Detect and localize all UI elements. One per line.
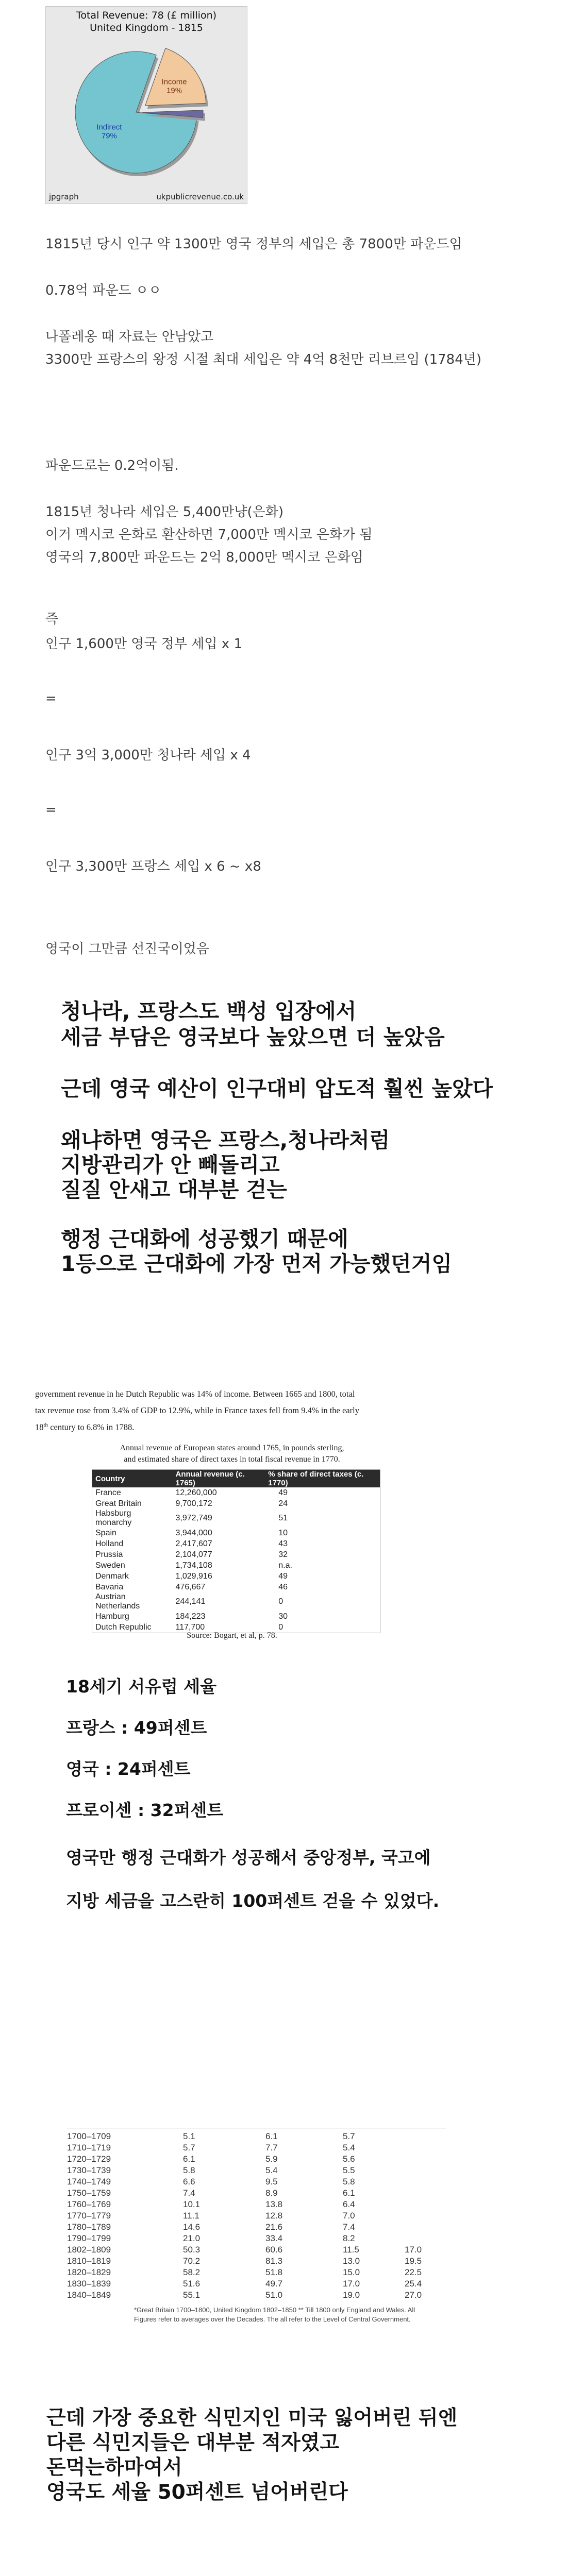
historical-value-cell: 11.1 (183, 2211, 199, 2221)
historical-value-cell: 11.5 (343, 2245, 359, 2255)
historical-footnote-2: Figures refer to averages over the Decades. The all refer to the Level of Central Government. (134, 2315, 411, 2323)
historical-row (67, 2188, 446, 2199)
revenue-country-cell: Denmark (95, 1571, 129, 1581)
historical-decade-cell: 1770–1779 (67, 2211, 111, 2221)
historical-decade-cell: 1802–1809 (67, 2245, 111, 2255)
historical-tax-rows (67, 2131, 446, 2301)
revenue-country-cell: Holland (95, 1539, 124, 1548)
historical-row (67, 2142, 446, 2154)
document-excerpt (31, 1386, 479, 1643)
revenue-amount-cell: 117,700 (175, 1622, 205, 1632)
bold-line-5: 지방관리가 안 빼돌리고 (61, 1153, 280, 1177)
revenue-country-cell: Austrian Netherlands (95, 1592, 140, 1611)
historical-decade-cell: 1730–1739 (67, 2165, 111, 2175)
pie-slice-label: Income (161, 77, 187, 87)
revenue-country-cell: Great Britain (95, 1499, 142, 1508)
revenue-amount-cell: 2,417,607 (175, 1539, 212, 1548)
chart-subtitle: United Kingdom - 1815 (90, 22, 203, 33)
table-source: Source: Bogart, et al, p. 78. (187, 1631, 277, 1640)
historical-value-cell: 51.0 (265, 2290, 283, 2300)
historical-value-cell: 33.4 (265, 2233, 283, 2243)
historical-value-cell: 6.1 (183, 2154, 195, 2164)
historical-value-cell: 6.1 (343, 2188, 355, 2198)
historical-value-cell: 22.5 (405, 2267, 422, 2277)
revenue-row (92, 1571, 380, 1582)
historical-value-cell: 19.5 (405, 2256, 422, 2266)
historical-row (67, 2267, 446, 2278)
final-line-3: 돈먹는하마여서 (46, 2456, 182, 2479)
paragraph-equals-2: = (45, 802, 57, 818)
revenue-row (92, 1487, 380, 1498)
final-line-4: 영국도 세율 50퍼센트 넘어버린다 (46, 2481, 348, 2504)
historical-decade-cell: 1790–1799 (67, 2233, 111, 2243)
revenue-share-cell: 49 (278, 1488, 288, 1497)
pie-slice-percent: 19% (166, 86, 182, 95)
revenue-share-cell: 46 (278, 1582, 288, 1591)
historical-value-cell: 7.4 (183, 2188, 195, 2198)
historical-row (67, 2199, 446, 2210)
historical-row (67, 2256, 446, 2267)
historical-value-cell: 5.9 (265, 2154, 278, 2164)
revenue-row (92, 1582, 380, 1592)
revenue-country-cell: Habsburg monarchy (95, 1509, 132, 1527)
historical-row (67, 2165, 446, 2176)
historical-value-cell: 13.0 (343, 2256, 360, 2266)
final-line-1: 근데 가장 중요한 식민지인 미국 잃어버린 뒤엔 (46, 2406, 458, 2430)
revenue-country-cell: Bavaria (95, 1582, 124, 1591)
revenue-country-cell: Dutch Republic (95, 1622, 152, 1632)
historical-value-cell: 58.2 (183, 2267, 201, 2277)
paragraph-revenue-1815: 1815년 당시 인구 약 1300만 영국 정부의 세입은 총 7800만 파운드임 (45, 236, 462, 252)
revenue-row (92, 1509, 380, 1528)
historical-value-cell: 9.5 (265, 2177, 278, 2187)
historical-value-cell: 49.7 (265, 2279, 283, 2289)
bold-line-1: 청나라, 프랑스도 백성 입장에서 (61, 999, 357, 1024)
tax-rate-uk: 영국 : 24퍼센트 (66, 1759, 191, 1779)
historical-value-cell: 13.8 (265, 2199, 283, 2209)
historical-value-cell: 50.3 (183, 2245, 201, 2255)
revenue-share-cell: n.a. (278, 1561, 292, 1570)
historical-value-cell: 27.0 (405, 2290, 422, 2300)
historical-value-cell: 55.1 (183, 2290, 201, 2300)
revenue-country-cell: Hamburg (95, 1612, 129, 1621)
historical-row (67, 2154, 446, 2165)
revenue-row (92, 1549, 380, 1560)
paragraph-uk-ratio: 인구 1,600만 영국 정부 세입 x 1 (45, 636, 242, 652)
excerpt-century-suffix: th (43, 1422, 48, 1428)
historical-value-cell (405, 2222, 446, 2233)
revenue-amount-cell: 3,972,749 (175, 1514, 212, 1522)
historical-decade-cell: 1810–1819 (67, 2256, 111, 2266)
revenue-amount-cell: 12,260,000 (175, 1488, 217, 1497)
historical-value-cell: 6.4 (343, 2199, 355, 2209)
paragraph-napoleon: 나폴레옹 때 자료는 안남았고 (45, 329, 214, 345)
historical-value-cell: 15.0 (343, 2267, 360, 2277)
revenue-row (92, 1528, 380, 1538)
excerpt-line-1: government revenue in he Dutch Republic was 14% of income. Between 1665 and 1800, total (35, 1389, 355, 1399)
bold-line-2: 세금 부담은 영국보다 높았으면 더 높았음 (61, 1025, 445, 1049)
european-revenue-table (92, 1469, 380, 1633)
historical-decade-cell: 1740–1749 (67, 2177, 111, 2187)
revenue-amount-cell: 9,700,172 (175, 1499, 212, 1508)
revenue-country-cell: Spain (95, 1528, 116, 1537)
paragraph-pounds: 0.78억 파운드 ㅇㅇ (45, 283, 162, 298)
summary-line-2: 지방 세금을 고스란히 100퍼센트 걷을 수 있었다. (66, 1891, 440, 1911)
revenue-header-amount: Annual revenue (c. 1765) (175, 1470, 245, 1487)
historical-value-cell: 70.2 (183, 2256, 201, 2266)
historical-value-cell (405, 2154, 446, 2165)
historical-decade-cell: 1780–1789 (67, 2222, 111, 2232)
paragraph-advanced: 영국이 그만큼 선진국이었음 (45, 941, 209, 957)
bold-line-6: 질질 안새고 대부분 걷는 (61, 1177, 287, 1202)
historical-value-cell: 51.8 (265, 2267, 283, 2277)
historical-value-cell (405, 2131, 446, 2142)
paragraph-mexico-silver: 이거 멕시코 은화로 환산하면 7,000만 멕시코 은화가 됨 (45, 527, 373, 543)
chart-title: Total Revenue: 78 (£ million) (76, 10, 217, 21)
historical-value-cell: 81.3 (265, 2256, 283, 2266)
historical-value-cell: 17.0 (343, 2279, 360, 2289)
historical-value-cell: 51.6 (183, 2279, 201, 2289)
revenue-share-cell: 49 (278, 1571, 288, 1581)
revenue-amount-cell: 1,029,916 (175, 1571, 212, 1581)
historical-value-cell: 17.0 (405, 2245, 422, 2255)
historical-value-cell (405, 2199, 446, 2210)
tax-rate-heading: 18세기 서유럽 세율 (66, 1676, 217, 1697)
revenue-amount-cell: 244,141 (175, 1597, 206, 1606)
historical-value-cell: 19.0 (343, 2290, 360, 2300)
revenue-header-country: Country (95, 1474, 125, 1483)
historical-value-cell: 60.6 (265, 2245, 283, 2255)
historical-value-cell (405, 2233, 446, 2244)
historical-row (67, 2244, 446, 2256)
paragraph-uk-silver: 영국의 7,800만 파운드는 2억 8,000만 멕시코 은화임 (45, 550, 363, 565)
historical-value-cell: 5.8 (183, 2165, 195, 2175)
historical-row (67, 2176, 446, 2188)
paragraph-pound-conversion: 파운드로는 0.2억이됨. (45, 458, 179, 473)
revenue-share-cell: 0 (278, 1597, 284, 1606)
bold-line-8: 1등으로 근대화에 가장 먼저 가능했던거임 (61, 1251, 452, 1276)
historical-decade-cell: 1700–1709 (67, 2131, 111, 2141)
table-caption-2: and estimated share of direct taxes in total fiscal revenue in 1770. (124, 1455, 340, 1464)
historical-value-cell (405, 2210, 446, 2222)
paragraph-france-ratio: 인구 3,300만 프랑스 세입 x 6 ~ x8 (45, 859, 261, 874)
historical-tax-body (67, 2131, 446, 2301)
historical-value-cell (405, 2142, 446, 2154)
revenue-country-cell: Sweden (95, 1561, 125, 1570)
historical-value-cell: 10.1 (183, 2199, 201, 2209)
historical-value-cell: 5.1 (183, 2131, 195, 2141)
historical-value-cell: 5.4 (343, 2143, 355, 2153)
historical-value-cell: 25.4 (405, 2279, 422, 2289)
historical-value-cell: 8.9 (265, 2188, 278, 2198)
revenue-row (92, 1538, 380, 1549)
table-caption-1: Annual revenue of European states around 1765, in pounds sterling, (120, 1444, 344, 1452)
revenue-share-cell: 32 (278, 1550, 288, 1559)
paragraph-equals-1: = (45, 691, 57, 706)
historical-decade-cell: 1760–1769 (67, 2199, 111, 2209)
revenue-row (92, 1560, 380, 1571)
revenue-amount-cell: 476,667 (175, 1582, 206, 1591)
bold-line-3: 근데 영국 예산이 인구대비 압도적 훨씬 높았다 (61, 1076, 493, 1101)
summary-line-1: 영국만 행정 근대화가 성공해서 중앙정부, 국고에 (66, 1848, 431, 1868)
bold-line-4: 왜냐하면 영국은 프랑스,청나라처럼 (61, 1128, 390, 1153)
european-revenue-rows (92, 1487, 380, 1633)
historical-value-cell: 6.1 (265, 2131, 278, 2141)
chart-footer-left: jpgraph (49, 192, 79, 201)
tax-rate-france: 프랑스 : 49퍼센트 (66, 1718, 207, 1738)
historical-value-cell (405, 2188, 446, 2199)
revenue-share-cell: 43 (278, 1539, 288, 1548)
final-line-2: 다른 식민지들은 대부분 적자였고 (46, 2431, 340, 2454)
revenue-country-cell: France (95, 1488, 121, 1497)
historical-value-cell: 7.7 (265, 2143, 278, 2153)
historical-value-cell: 12.8 (265, 2211, 283, 2221)
historical-value-cell: 7.0 (343, 2211, 355, 2221)
paragraph-france-revenue: 3300만 프랑스의 왕정 시절 최대 세입은 약 4억 8천만 리브르임 (1784년) (45, 352, 482, 367)
historical-decade-cell: 1840–1849 (67, 2290, 111, 2300)
revenue-share-cell: 24 (278, 1499, 288, 1508)
pie-slice-label: Indirect (96, 123, 122, 132)
pie-svg (46, 7, 247, 204)
revenue-pie-chart (45, 6, 247, 204)
revenue-share-cell: 10 (278, 1528, 288, 1537)
revenue-row (92, 1611, 380, 1622)
revenue-country-cell: Prussia (95, 1550, 123, 1559)
excerpt-line-3-text: century to 6.8% in 1788. (50, 1422, 135, 1432)
revenue-share-cell: 0 (278, 1622, 284, 1632)
historical-row (67, 2222, 446, 2233)
historical-tax-table (67, 2128, 448, 2344)
revenue-share-cell: 51 (278, 1514, 288, 1522)
historical-decade-cell: 1830–1839 (67, 2279, 111, 2289)
excerpt-line-2: tax revenue rose from 3.4% of GDP to 12.9%, while in France taxes fell from 9.4% in the early (35, 1405, 359, 1415)
historical-footnote-1: *Great Britain 1700–1800, United Kingdom 1802–1850 ** Till 1800 only England and Wales. All (134, 2306, 415, 2314)
paragraph-therefore: 즉 (45, 612, 59, 627)
historical-value-cell: 21.0 (183, 2233, 201, 2243)
historical-row (67, 2131, 446, 2142)
historical-value-cell: 14.6 (183, 2222, 201, 2232)
revenue-row (92, 1498, 380, 1509)
historical-decade-cell: 1720–1729 (67, 2154, 111, 2164)
historical-decade-cell: 1710–1719 (67, 2143, 111, 2153)
historical-value-cell: 21.6 (265, 2222, 283, 2232)
paragraph-qing-ratio: 인구 3억 3,000만 청나라 세입 x 4 (45, 748, 251, 763)
historical-value-cell: 5.5 (343, 2165, 355, 2175)
revenue-header-share: % share of direct taxes (c. 1770) (268, 1470, 364, 1487)
historical-row (67, 2290, 446, 2301)
revenue-amount-cell: 2,104,077 (175, 1550, 212, 1559)
revenue-row (92, 1592, 380, 1611)
pie-slice-percent: 79% (101, 131, 117, 141)
revenue-amount-cell: 1,734,108 (175, 1561, 212, 1570)
tax-rate-prussia: 프로이센 : 32퍼센트 (66, 1800, 224, 1820)
historical-value-cell: 5.7 (183, 2143, 195, 2153)
excerpt-century-number: 18 (35, 1422, 44, 1432)
historical-value-cell: 5.6 (343, 2154, 355, 2164)
excerpt-line-3 (35, 1422, 134, 1433)
historical-decade-cell: 1820–1829 (67, 2267, 111, 2277)
historical-row (67, 2278, 446, 2290)
historical-row (67, 2210, 446, 2222)
bold-line-7: 행정 근대화에 성공했기 때문에 (61, 1227, 348, 1251)
historical-value-cell: 7.4 (343, 2222, 355, 2232)
historical-value-cell: 5.7 (343, 2131, 355, 2141)
historical-value-cell: 5.8 (343, 2177, 355, 2187)
revenue-amount-cell: 3,944,000 (175, 1528, 212, 1537)
historical-value-cell (405, 2165, 446, 2176)
historical-value-cell (405, 2176, 446, 2188)
historical-value-cell: 8.2 (343, 2233, 355, 2243)
revenue-amount-cell: 184,223 (175, 1612, 206, 1621)
revenue-share-cell: 30 (278, 1612, 288, 1621)
historical-row (67, 2233, 446, 2244)
historical-value-cell: 6.6 (183, 2177, 195, 2187)
historical-value-cell: 5.4 (265, 2165, 278, 2175)
historical-decade-cell: 1750–1759 (67, 2188, 111, 2198)
paragraph-qing-revenue: 1815년 청나라 세입은 5,400만냥(은화) (45, 504, 284, 520)
chart-footer-right: ukpublicrevenue.co.uk (156, 192, 244, 201)
